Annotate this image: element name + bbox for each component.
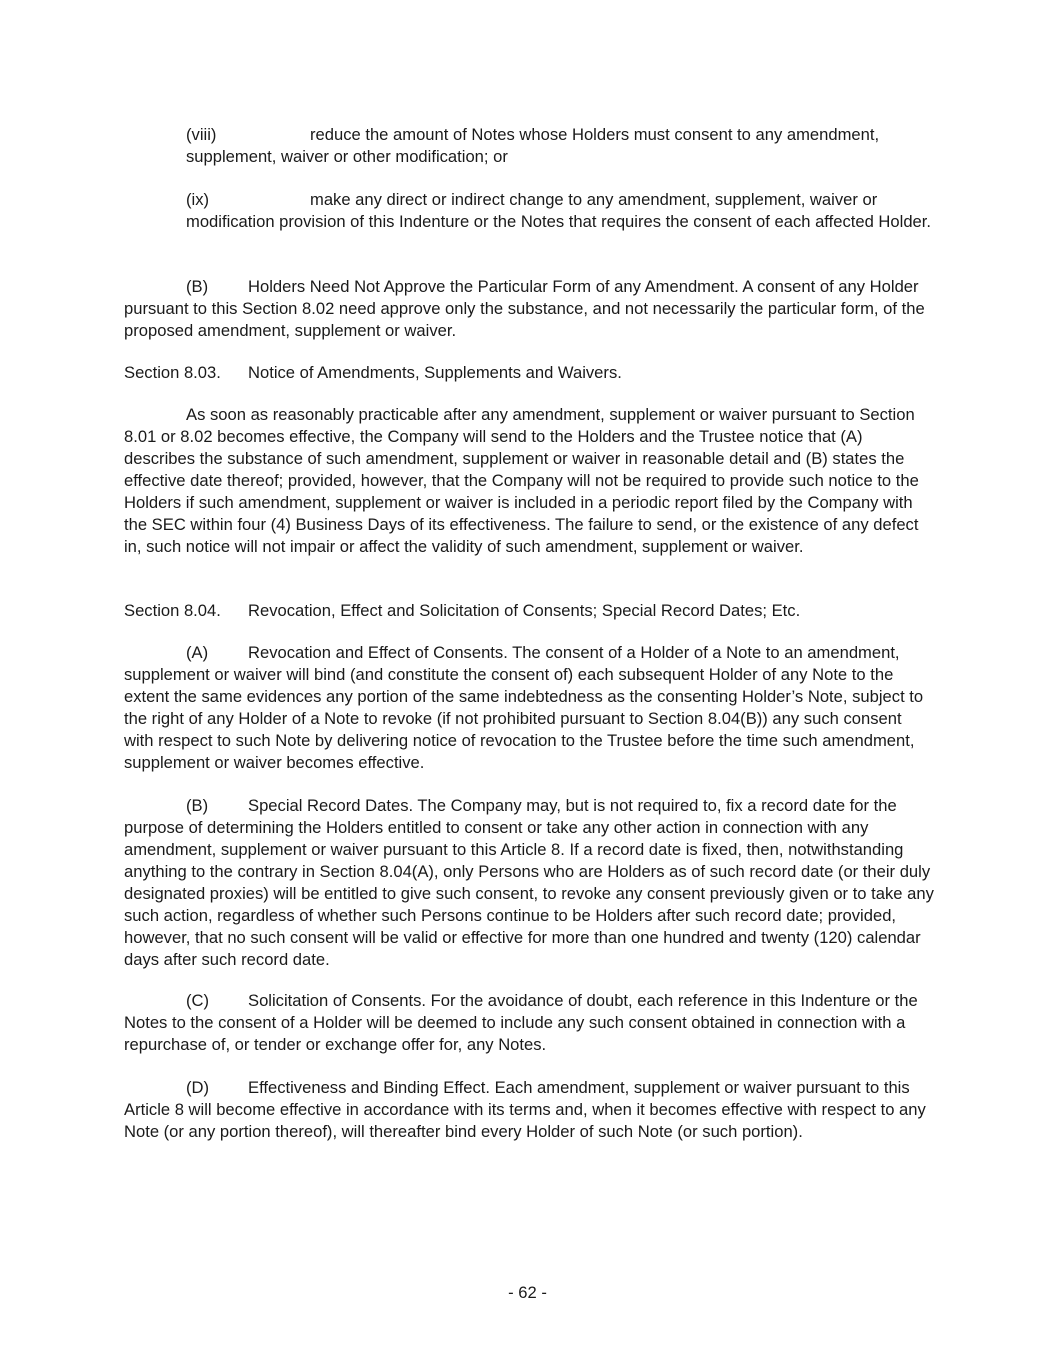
section-804-a [124, 642, 934, 774]
section-804-number: Section 8.04. [124, 601, 221, 620]
section-804-a-text: Revocation and Effect of Consents. The consent of a Holder of a Note to an amendment, supplement or waiver will bind (and constitute the consent of) each subsequent Holder of any Note to the extent the same evidences any portion of the same indebtedness as the consenting Holder’s Note, subject to the right of any Holder of a Note to revoke (if not prohibited pursuant to Section 8.04(B)) any such consent with respect to such Note by delivering notice of revocation to the Trustee before the time such amendment, supplement or waiver becomes effective. [124, 643, 924, 772]
section-804-d-lead: (D) [186, 1078, 210, 1097]
clause-viii [186, 124, 934, 168]
section-804-c [124, 990, 934, 1056]
section-802-b [124, 276, 934, 342]
section-802-b-lead: (B) [186, 277, 209, 296]
section-804-a-lead: (A) [186, 643, 209, 662]
clause-ix [186, 189, 934, 233]
section-803-title: Notice of Amendments, Supplements and Waivers. [248, 363, 622, 382]
section-804-d [124, 1077, 934, 1143]
clause-ix-text: make any direct or indirect change to any amendment, supplement, waiver or modification provision of this Indenture or the Notes that requires the consent of each affected Holder. [186, 190, 932, 231]
section-802-b-text: Holders Need Not Approve the Particular Form of any Amendment. A consent of any Holder pursuant to this Section 8.02 need approve only the substance, and not necessarily the particular form, of the proposed amendment, supplement or waiver. [124, 277, 925, 340]
section-804-title: Revocation, Effect and Solicitation of Consents; Special Record Dates; Etc. [248, 601, 801, 620]
section-803-heading [124, 362, 934, 384]
section-804-heading [124, 600, 934, 622]
section-804-c-text: Solicitation of Consents. For the avoidance of doubt, each reference in this Indenture or the Notes to the consent of a Holder will be deemed to include any such consent obtained in connection with a repurchase of, or tender or exchange offer for, any Notes. [124, 991, 918, 1054]
page-number: - 62 - [508, 1283, 547, 1302]
section-804-b-lead: (B) [186, 796, 209, 815]
section-804-c-lead: (C) [186, 991, 210, 1010]
section-804-d-text: Effectiveness and Binding Effect. Each amendment, supplement or waiver pursuant to this Article 8 will become effective in accordance with its terms and, when it becomes effective with respect to any Note (or any portion thereof), will thereafter bind every Holder of such Note (or such portion). [124, 1078, 926, 1141]
section-804-b-text: Special Record Dates. The Company may, but is not required to, fix a record date for the purpose of determining the Holders entitled to consent or take any other action in connection with any amendment, supplement or waiver pursuant to this Article 8. If a record date is fixed, then, notwithstanding anything to the contrary in Section 8.04(A), only Persons who are Holders as of such record date (or their duly designated proxies) will be entitled to give such consent, to revoke any consent previously given or to take any such action, regardless of whether such Persons continue to be Holders after such record date; provided, however, that no such consent will be valid or effective for more than one hundred and twenty (120) calendar days after such record date. [124, 796, 934, 969]
clause-viii-lead: (viii) [186, 125, 217, 144]
clause-ix-lead: (ix) [186, 190, 210, 209]
section-804-b [124, 795, 934, 971]
section-803-body: As soon as reasonably practicable after any amendment, supplement or waiver pursuant to Section 8.01 or 8.02 becomes effective, the Company will send to the Holders and the Trustee notice that (A) describes the substance of such amendment, supplement or waiver in reasonable detail and (B) states the effective date thereof; provided, however, that the Company will not be required to provide such notice to the Holders if such amendment, supplement or waiver is included in a periodic report filed by the Company with the SEC within four (4) Business Days of its effectiveness. The failure to send, or the existence of any defect in, such notice will not impair or affect the validity of such amendment, supplement or waiver. [124, 405, 919, 556]
clause-viii-text: reduce the amount of Notes whose Holders must consent to any amendment, supplement, waiver or other modification; or [186, 125, 880, 166]
section-803-number: Section 8.03. [124, 363, 221, 382]
